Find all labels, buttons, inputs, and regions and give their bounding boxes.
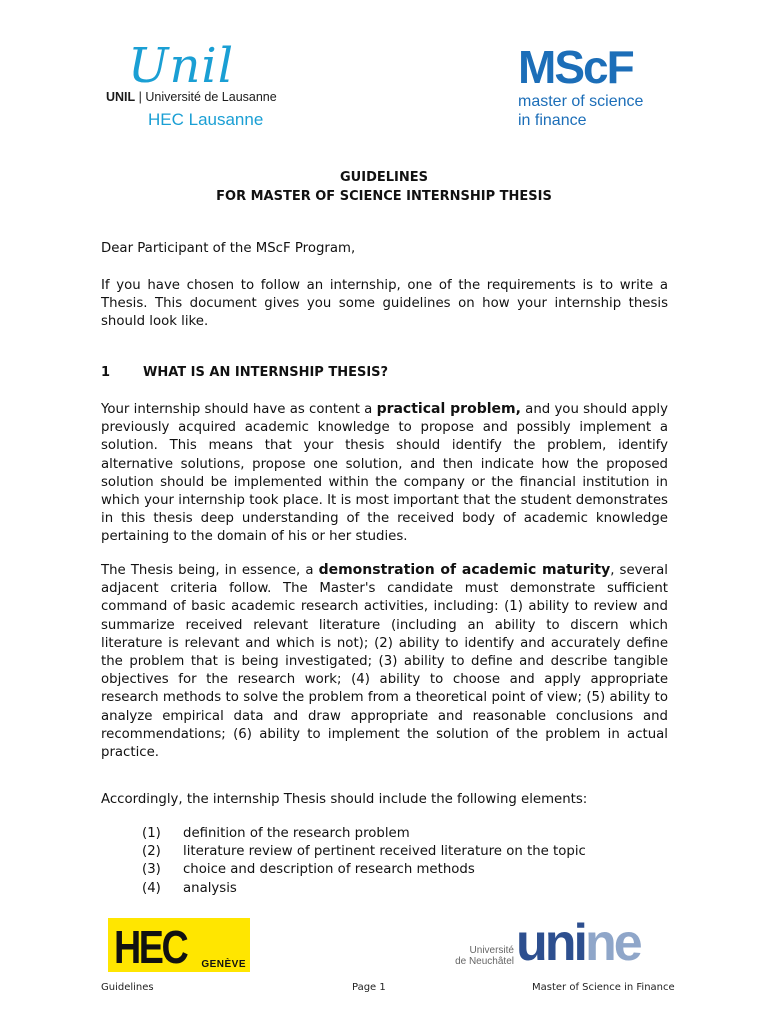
hec-logo-sub: GENÈVE <box>201 959 246 970</box>
doc-title-line1: GUIDELINES <box>340 170 428 185</box>
p1-text-a: Your internship should have as content a <box>101 402 377 417</box>
mscf-subtitle <box>518 92 643 130</box>
paragraph-academic-maturity <box>101 561 668 762</box>
p2-text-a: The Thesis being, in essence, a <box>101 563 319 578</box>
unine-wordmark-light: ne <box>584 914 640 972</box>
hec-logo-text: HEC <box>114 921 187 973</box>
section-number: 1 <box>101 365 111 380</box>
footer-left: Guidelines <box>101 982 154 993</box>
list-item <box>142 843 586 861</box>
mscf-subtitle-line1: master of science <box>518 93 644 110</box>
greeting: Dear Participant of the MScF Program, <box>101 241 356 256</box>
list-item-number: (2) <box>142 844 161 860</box>
section-title: WHAT IS AN INTERNSHIP THESIS? <box>143 365 389 380</box>
unil-name <box>106 90 277 104</box>
mscf-subtitle-line2: in finance <box>518 112 587 129</box>
p2-bold: demonstration of academic maturity <box>318 562 611 578</box>
p1-text-b: and you should apply previously acquired academic knowledge to propose and possibly implement a solution. This means that your thesis should identify the problem, identify alternative solutions, propose one solution, and then indicate how the proposed solution should be implemented within the company or the financial institution in which your internship took place. It is most important that the student demonstrates in this thesis deep understanding of the received body of academic knowledge pertaining to the domain of his or her studies. <box>101 402 668 545</box>
list-item-text: choice and description of research methods <box>183 862 475 878</box>
unine-wordmark-dark: uni <box>516 914 585 972</box>
paragraph-elements-intro: Accordingly, the internship Thesis should include the following elements: <box>101 792 588 807</box>
footer-page-number: Page 1 <box>352 982 386 993</box>
p1-bold: practical problem, <box>376 401 521 417</box>
list-item-text: analysis <box>183 880 237 896</box>
hec-geneve-logo <box>108 918 250 972</box>
intro-paragraph: If you have chosen to follow an internship, one of the requirements is to write a Thesis. This document gives you some guidelines on how your internship thesis should look like. <box>101 278 668 330</box>
list-item-text: definition of the research problem <box>183 826 410 841</box>
unine-small-line1: Université <box>469 945 514 956</box>
list-item <box>142 880 586 898</box>
list-item-number: (4) <box>142 880 161 896</box>
list-item-number: (1) <box>142 826 161 841</box>
hec-lausanne-label: HEC Lausanne <box>148 110 264 129</box>
elements-list <box>142 825 586 898</box>
unil-abbrev: UNIL <box>106 90 136 104</box>
list-item <box>142 825 586 843</box>
p2-text-b: , several adjacent criteria follow. The Master's candidate must demonstrate sufficient command of basic academic research activities, including: (1) ability to review and summarize received relevant literature (including an ability to discern which literature is relevant and which is not); (2) ability to identify and accurately define the problem that is being investigated; (3) ability to define and describe tangible objectives for the research work; (4) ability to choose and apply appropriate research methods to solve the problem from a theoretical point of view; (5) ability to analyze empirical data and draw appropriate and reasonable conclusions and recommendations; (6) ability to implement the solution of the problem in actual practice. <box>101 563 668 761</box>
unine-logo <box>444 915 639 971</box>
doc-title-line2: FOR MASTER OF SCIENCE INTERNSHIP THESIS <box>216 189 552 204</box>
section-heading <box>101 365 388 380</box>
mscf-mark: MScF <box>518 41 633 93</box>
mscf-logo <box>518 41 668 134</box>
list-item-number: (3) <box>142 862 161 878</box>
unine-small-line2: de Neuchâtel <box>455 956 514 967</box>
unil-script-logo: Unil <box>128 38 235 94</box>
list-item <box>142 861 586 879</box>
unil-fullname: | Université de Lausanne <box>135 90 277 104</box>
unine-wordmark <box>516 915 640 971</box>
unine-small-text <box>444 945 514 967</box>
list-item-text: literature review of pertinent received literature on the topic <box>183 844 586 860</box>
paragraph-practical-problem <box>101 400 668 547</box>
footer-right: Master of Science in Finance <box>532 982 675 993</box>
unil-logo <box>106 40 306 135</box>
